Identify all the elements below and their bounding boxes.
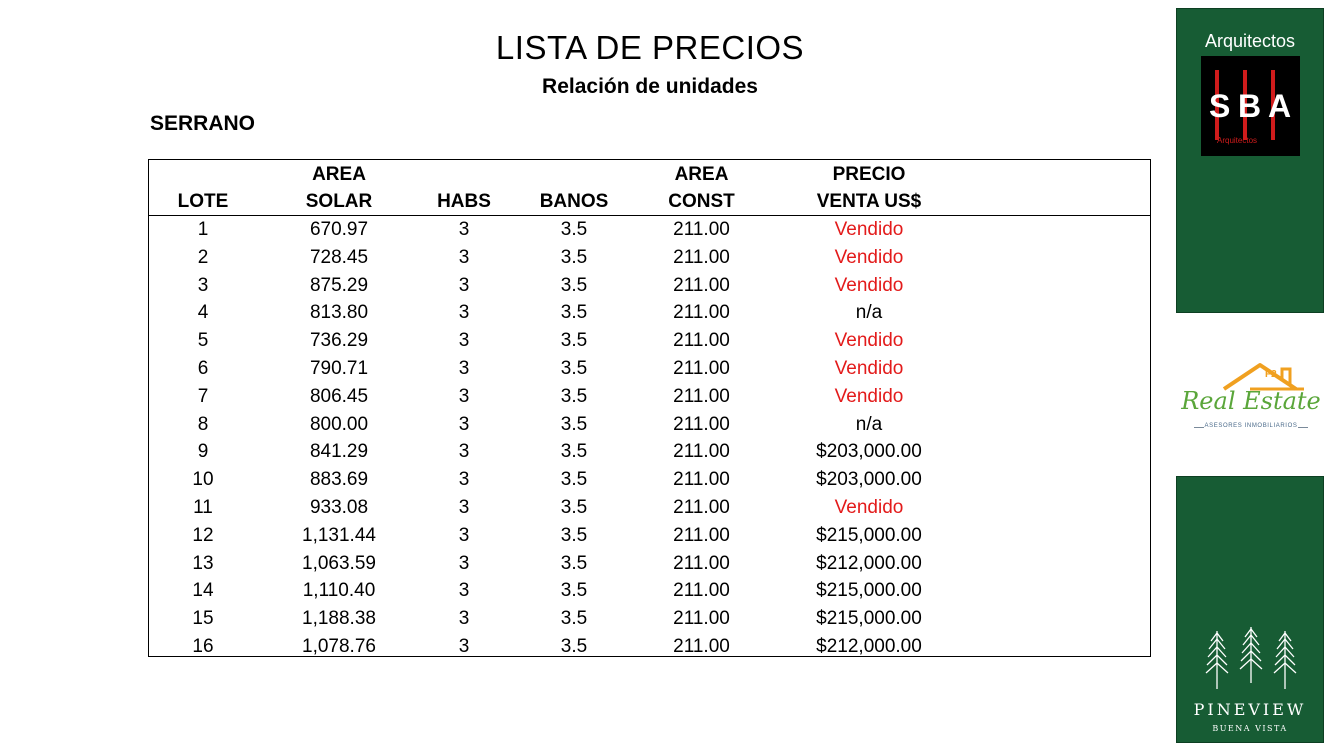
page-title: LISTA DE PRECIOS: [495, 29, 805, 66]
cell-solar: 813.80: [309, 302, 369, 324]
cell-const: 211.00: [673, 302, 730, 324]
cell-habs: 3: [458, 636, 470, 657]
cell-const: 211.00: [673, 274, 730, 296]
cell-habs: 3: [458, 330, 470, 352]
cell-const: 211.00: [673, 524, 730, 546]
cell-precio: $212,000.00: [816, 636, 922, 657]
cell-habs: 3: [458, 358, 470, 379]
cell-solar: 1,131.44: [302, 524, 376, 546]
cell-habs: 3: [458, 274, 470, 296]
pine-trees-icon: [1203, 627, 1299, 691]
cell-banos: 3.5: [560, 274, 588, 296]
cell-habs: 3: [458, 246, 470, 268]
cell-solar: 875.29: [309, 274, 369, 296]
cell-banos: 3.5: [560, 469, 588, 491]
table-row: [149, 522, 1150, 550]
cell-lote: 11: [193, 497, 213, 518]
cell-solar: 841.29: [309, 441, 369, 463]
header-habs: HABS: [437, 191, 491, 212]
table-row: [149, 216, 1150, 244]
table-row: [149, 411, 1150, 439]
real-estate-sub: ASESORES INMOBILIARIOS: [1204, 423, 1298, 429]
cell-banos: 3.5: [560, 636, 588, 657]
cell-precio: Vendido: [834, 330, 904, 352]
table-row: [149, 299, 1150, 327]
cell-lote: 9: [197, 441, 209, 463]
cell-const: 211.00: [673, 552, 730, 574]
page-subtitle: Relación de unidades: [542, 75, 758, 98]
table-row: [149, 327, 1150, 355]
cell-const: 211.00: [673, 385, 730, 407]
cell-habs: 3: [458, 302, 470, 324]
cell-habs: 3: [458, 552, 470, 574]
cell-solar: 806.45: [309, 385, 369, 407]
cell-habs: 3: [458, 385, 470, 407]
cell-habs: 3: [458, 413, 470, 435]
table-row: [149, 577, 1150, 605]
cell-lote: 7: [197, 385, 209, 407]
cell-lote: 1: [197, 219, 209, 240]
cell-solar: 933.08: [309, 497, 369, 518]
cell-habs: 3: [458, 580, 470, 602]
cell-solar: 1,110.40: [302, 580, 376, 602]
sba-panel: [1176, 8, 1324, 313]
cell-habs: 3: [458, 497, 470, 518]
sba-logo: [1201, 56, 1300, 156]
cell-solar: 1,188.38: [302, 608, 376, 630]
cell-solar: 790.71: [309, 358, 369, 379]
cell-precio: Vendido: [834, 219, 904, 240]
cell-solar: 1,078.76: [302, 636, 376, 657]
cell-solar: 883.69: [309, 469, 369, 491]
cell-precio: Vendido: [834, 358, 904, 379]
cell-lote: 14: [192, 580, 214, 602]
cell-lote: 2: [197, 246, 209, 268]
cell-precio: Vendido: [834, 246, 904, 268]
cell-lote: 12: [192, 524, 214, 546]
cell-precio: n/a: [855, 413, 883, 435]
pineview-sub: BUENA VISTA: [1212, 724, 1288, 733]
cell-precio: $203,000.00: [816, 469, 922, 491]
cell-lote: 10: [192, 469, 214, 491]
cell-habs: 3: [458, 441, 470, 463]
cell-const: 211.00: [673, 636, 730, 657]
cell-banos: 3.5: [560, 524, 588, 546]
cell-habs: 3: [458, 524, 470, 546]
table-row: [149, 272, 1150, 300]
cell-precio: Vendido: [834, 385, 904, 407]
cell-banos: 3.5: [560, 497, 588, 518]
cell-const: 211.00: [673, 413, 730, 435]
cell-lote: 5: [197, 330, 209, 352]
table-row: [149, 355, 1150, 383]
cell-banos: 3.5: [560, 413, 588, 435]
cell-banos: 3.5: [560, 441, 588, 463]
header-lote: LOTE: [177, 191, 229, 212]
cell-banos: 3.5: [560, 608, 588, 630]
cell-precio: $215,000.00: [816, 580, 922, 602]
cell-precio: $215,000.00: [816, 608, 922, 630]
logo-letter-a: A: [1268, 88, 1292, 124]
logo-letter-b: B: [1238, 88, 1262, 124]
cell-const: 211.00: [673, 580, 730, 602]
cell-banos: 3.5: [560, 552, 588, 574]
header-solar-line1: AREA: [312, 164, 366, 185]
cell-solar: 736.29: [309, 330, 369, 352]
sba-logo-sub: Arquitectos: [1217, 136, 1258, 145]
cell-const: 211.00: [673, 469, 730, 491]
cell-habs: 3: [458, 608, 470, 630]
table-row: [149, 466, 1150, 494]
pineview-name: PINEVIEW: [1193, 700, 1307, 719]
cell-lote: 16: [192, 636, 214, 657]
header-banos: BANOS: [539, 191, 609, 212]
cell-solar: 670.97: [309, 219, 369, 240]
cell-banos: 3.5: [560, 358, 588, 379]
sba-top-label: Arquitectos: [1204, 31, 1296, 51]
cell-const: 211.00: [673, 608, 730, 630]
cell-precio: $215,000.00: [816, 524, 922, 546]
section-title: SERRANO: [150, 112, 256, 135]
header-precio-line2: VENTA US$: [816, 191, 922, 212]
table-row: [149, 633, 1150, 661]
cell-const: 211.00: [673, 246, 730, 268]
cell-lote: 15: [192, 608, 214, 630]
cell-solar: 1,063.59: [302, 552, 376, 574]
cell-const: 211.00: [673, 219, 730, 240]
table-row: [149, 494, 1150, 522]
table-row: [149, 244, 1150, 272]
table-row: [149, 438, 1150, 466]
cell-const: 211.00: [673, 497, 730, 518]
cell-lote: 4: [197, 302, 209, 324]
cell-banos: 3.5: [560, 302, 588, 324]
cell-habs: 3: [458, 469, 470, 491]
table-header: [149, 160, 1150, 216]
cell-banos: 3.5: [560, 246, 588, 268]
real-estate-logo: [1180, 355, 1322, 435]
cell-precio: Vendido: [834, 497, 904, 518]
cell-banos: 3.5: [560, 330, 588, 352]
cell-const: 211.00: [673, 330, 730, 352]
cell-solar: 728.45: [309, 246, 369, 268]
price-table: [148, 159, 1151, 657]
real-estate-name: Real Estate: [1181, 387, 1321, 415]
header-const-line2: CONST: [668, 191, 735, 212]
header-solar-line2: SOLAR: [305, 191, 373, 212]
table-row: [149, 550, 1150, 578]
header-const-line1: AREA: [674, 164, 729, 185]
header-precio-line1: PRECIO: [832, 164, 906, 185]
real-estate-badge: F2: [1265, 369, 1277, 380]
cell-precio: $203,000.00: [816, 441, 922, 463]
cell-precio: Vendido: [834, 274, 904, 296]
table-row: [149, 383, 1150, 411]
cell-lote: 8: [197, 413, 209, 435]
cell-banos: 3.5: [560, 219, 588, 240]
cell-precio: n/a: [855, 302, 883, 324]
cell-solar: 800.00: [309, 413, 369, 435]
cell-const: 211.00: [673, 358, 730, 379]
cell-lote: 13: [192, 552, 214, 574]
cell-banos: 3.5: [560, 580, 588, 602]
table-row: [149, 605, 1150, 633]
cell-lote: 3: [197, 274, 209, 296]
logo-letter-s: S: [1209, 88, 1231, 124]
cell-banos: 3.5: [560, 385, 588, 407]
cell-precio: $212,000.00: [816, 552, 922, 574]
cell-const: 211.00: [673, 441, 730, 463]
pineview-panel: [1176, 476, 1324, 743]
cell-lote: 6: [197, 358, 209, 379]
cell-habs: 3: [458, 219, 470, 240]
